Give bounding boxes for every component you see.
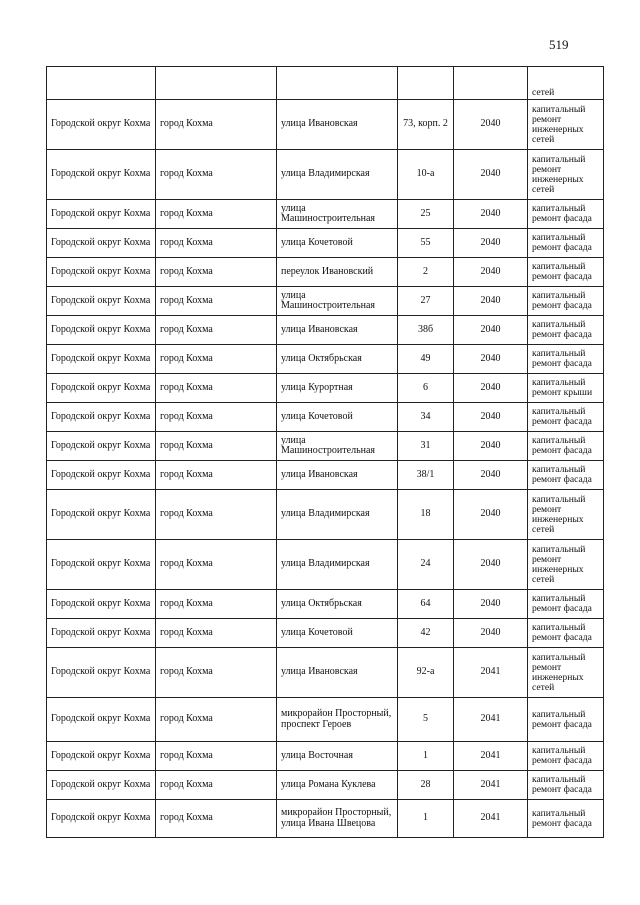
city-cell: город Кохма [156, 771, 277, 800]
district-cell: Городской округ Кохма [47, 150, 156, 200]
city-cell: город Кохма [156, 648, 277, 698]
city-cell: город Кохма [156, 619, 277, 648]
table-row [47, 540, 604, 590]
work-type-cell: капитальный ремонт фасада [528, 698, 604, 742]
work-type-cell: капитальный ремонт фасада [528, 229, 604, 258]
city-cell [156, 67, 277, 100]
year-cell: 2041 [454, 742, 528, 771]
street-cell: улица Машиностроительная [277, 287, 398, 316]
street-cell: улица Ивановская [277, 100, 398, 150]
street-cell: улица Кочетовой [277, 403, 398, 432]
city-cell: город Кохма [156, 698, 277, 742]
district-cell: Городской округ Кохма [47, 287, 156, 316]
table-row [47, 150, 604, 200]
house-cell: 42 [398, 619, 454, 648]
year-cell: 2041 [454, 698, 528, 742]
district-cell: Городской округ Кохма [47, 345, 156, 374]
house-cell: 38/1 [398, 461, 454, 490]
year-cell: 2040 [454, 619, 528, 648]
table-row [47, 698, 604, 742]
house-cell: 5 [398, 698, 454, 742]
work-type-cell: капитальный ремонт инженерных сетей [528, 100, 604, 150]
city-cell: город Кохма [156, 200, 277, 229]
work-type-cell: капитальный ремонт фасада [528, 345, 604, 374]
table-row [47, 100, 604, 150]
house-cell: 64 [398, 590, 454, 619]
table-row [47, 800, 604, 838]
district-cell: Городской округ Кохма [47, 590, 156, 619]
house-cell: 27 [398, 287, 454, 316]
district-cell: Городской округ Кохма [47, 374, 156, 403]
year-cell: 2040 [454, 403, 528, 432]
street-cell: переулок Ивановский [277, 258, 398, 287]
year-cell: 2040 [454, 432, 528, 461]
street-cell: улица Владимирская [277, 150, 398, 200]
street-cell: улица Машиностроительная [277, 200, 398, 229]
table-row [47, 200, 604, 229]
district-cell: Городской округ Кохма [47, 461, 156, 490]
work-type-cell: капитальный ремонт фасада [528, 200, 604, 229]
street-cell: улица Курортная [277, 374, 398, 403]
year-cell: 2040 [454, 374, 528, 403]
house-cell: 24 [398, 540, 454, 590]
table-row [47, 590, 604, 619]
street-cell: улица Ивановская [277, 461, 398, 490]
year-cell: 2040 [454, 590, 528, 619]
work-type-cell: капитальный ремонт инженерных сетей [528, 490, 604, 540]
table-row [47, 742, 604, 771]
table-row [47, 619, 604, 648]
district-cell: Городской округ Кохма [47, 100, 156, 150]
city-cell: город Кохма [156, 590, 277, 619]
work-type-cell: капитальный ремонт инженерных сетей [528, 540, 604, 590]
street-cell: улица Ивановская [277, 648, 398, 698]
year-cell: 2040 [454, 490, 528, 540]
repair-schedule-table [46, 66, 604, 838]
house-cell: 28 [398, 771, 454, 800]
year-cell: 2040 [454, 287, 528, 316]
house-cell: 2 [398, 258, 454, 287]
house-cell: 73, корп. 2 [398, 100, 454, 150]
table-row [47, 345, 604, 374]
district-cell: Городской округ Кохма [47, 771, 156, 800]
year-cell: 2040 [454, 316, 528, 345]
house-cell [398, 67, 454, 100]
table-row [47, 374, 604, 403]
work-type-cell: капитальный ремонт фасада [528, 432, 604, 461]
house-cell: 6 [398, 374, 454, 403]
district-cell: Городской округ Кохма [47, 229, 156, 258]
city-cell: город Кохма [156, 287, 277, 316]
year-cell: 2040 [454, 540, 528, 590]
district-cell: Городской округ Кохма [47, 490, 156, 540]
table-row [47, 316, 604, 345]
year-cell [454, 67, 528, 100]
house-cell: 18 [398, 490, 454, 540]
city-cell: город Кохма [156, 403, 277, 432]
work-type-cell: капитальный ремонт инженерных сетей [528, 150, 604, 200]
year-cell: 2041 [454, 648, 528, 698]
year-cell: 2040 [454, 100, 528, 150]
street-cell: улица Ивановская [277, 316, 398, 345]
work-type-cell: капитальный ремонт фасада [528, 771, 604, 800]
work-type-cell: капитальный ремонт фасада [528, 258, 604, 287]
city-cell: город Кохма [156, 100, 277, 150]
table-row [47, 287, 604, 316]
house-cell: 55 [398, 229, 454, 258]
house-cell: 1 [398, 742, 454, 771]
year-cell: 2040 [454, 200, 528, 229]
district-cell: Городской округ Кохма [47, 619, 156, 648]
work-type-cell: капитальный ремонт крыши [528, 374, 604, 403]
table-row [47, 432, 604, 461]
street-cell: улица Октябрьская [277, 590, 398, 619]
page-number: 519 [549, 37, 569, 52]
year-cell: 2041 [454, 800, 528, 838]
city-cell: город Кохма [156, 374, 277, 403]
work-type-cell: капитальный ремонт фасада [528, 742, 604, 771]
city-cell: город Кохма [156, 316, 277, 345]
house-cell: 31 [398, 432, 454, 461]
street-cell: улица Октябрьская [277, 345, 398, 374]
table-row [47, 461, 604, 490]
city-cell: город Кохма [156, 540, 277, 590]
street-cell: улица Кочетовой [277, 619, 398, 648]
year-cell: 2040 [454, 229, 528, 258]
continuation-row [47, 67, 604, 100]
year-cell: 2040 [454, 258, 528, 287]
work-type-cell: капитальный ремонт фасада [528, 590, 604, 619]
city-cell: город Кохма [156, 150, 277, 200]
city-cell: город Кохма [156, 258, 277, 287]
work-type-cell: капитальный ремонт фасада [528, 800, 604, 838]
city-cell: город Кохма [156, 461, 277, 490]
table-row [47, 403, 604, 432]
house-cell: 25 [398, 200, 454, 229]
street-cell [277, 67, 398, 100]
year-cell: 2040 [454, 150, 528, 200]
district-cell [47, 67, 156, 100]
district-cell: Городской округ Кохма [47, 200, 156, 229]
table-row [47, 648, 604, 698]
work-type-cell: капитальный ремонт фасада [528, 287, 604, 316]
district-cell: Городской округ Кохма [47, 742, 156, 771]
house-cell: 1 [398, 800, 454, 838]
district-cell: Городской округ Кохма [47, 800, 156, 838]
year-cell: 2041 [454, 771, 528, 800]
work-type-cell: сетей [528, 67, 604, 100]
table-body [47, 67, 604, 838]
city-cell: город Кохма [156, 432, 277, 461]
street-cell: микрорайон Просторный, проспект Героев [277, 698, 398, 742]
street-cell: микрорайон Просторный, улица Ивана Швецова [277, 800, 398, 838]
house-cell: 49 [398, 345, 454, 374]
district-cell: Городской округ Кохма [47, 648, 156, 698]
city-cell: город Кохма [156, 229, 277, 258]
work-type-cell: капитальный ремонт фасада [528, 316, 604, 345]
work-type-cell: капитальный ремонт инженерных сетей [528, 648, 604, 698]
house-cell: 34 [398, 403, 454, 432]
house-cell: 92-а [398, 648, 454, 698]
street-cell: улица Восточная [277, 742, 398, 771]
district-cell: Городской округ Кохма [47, 258, 156, 287]
table-row [47, 229, 604, 258]
district-cell: Городской округ Кохма [47, 316, 156, 345]
year-cell: 2040 [454, 345, 528, 374]
house-cell: 38б [398, 316, 454, 345]
city-cell: город Кохма [156, 490, 277, 540]
street-cell: улица Романа Куклева [277, 771, 398, 800]
work-type-cell: капитальный ремонт фасада [528, 403, 604, 432]
city-cell: город Кохма [156, 742, 277, 771]
city-cell: город Кохма [156, 800, 277, 838]
street-cell: улица Владимирская [277, 490, 398, 540]
house-cell: 10-а [398, 150, 454, 200]
table-row [47, 490, 604, 540]
table-row [47, 258, 604, 287]
street-cell: улица Машиностроительная [277, 432, 398, 461]
city-cell: город Кохма [156, 345, 277, 374]
district-cell: Городской округ Кохма [47, 698, 156, 742]
district-cell: Городской округ Кохма [47, 432, 156, 461]
work-type-cell: капитальный ремонт фасада [528, 461, 604, 490]
district-cell: Городской округ Кохма [47, 540, 156, 590]
year-cell: 2040 [454, 461, 528, 490]
street-cell: улица Кочетовой [277, 229, 398, 258]
table-row [47, 771, 604, 800]
district-cell: Городской округ Кохма [47, 403, 156, 432]
work-type-cell: капитальный ремонт фасада [528, 619, 604, 648]
street-cell: улица Владимирская [277, 540, 398, 590]
